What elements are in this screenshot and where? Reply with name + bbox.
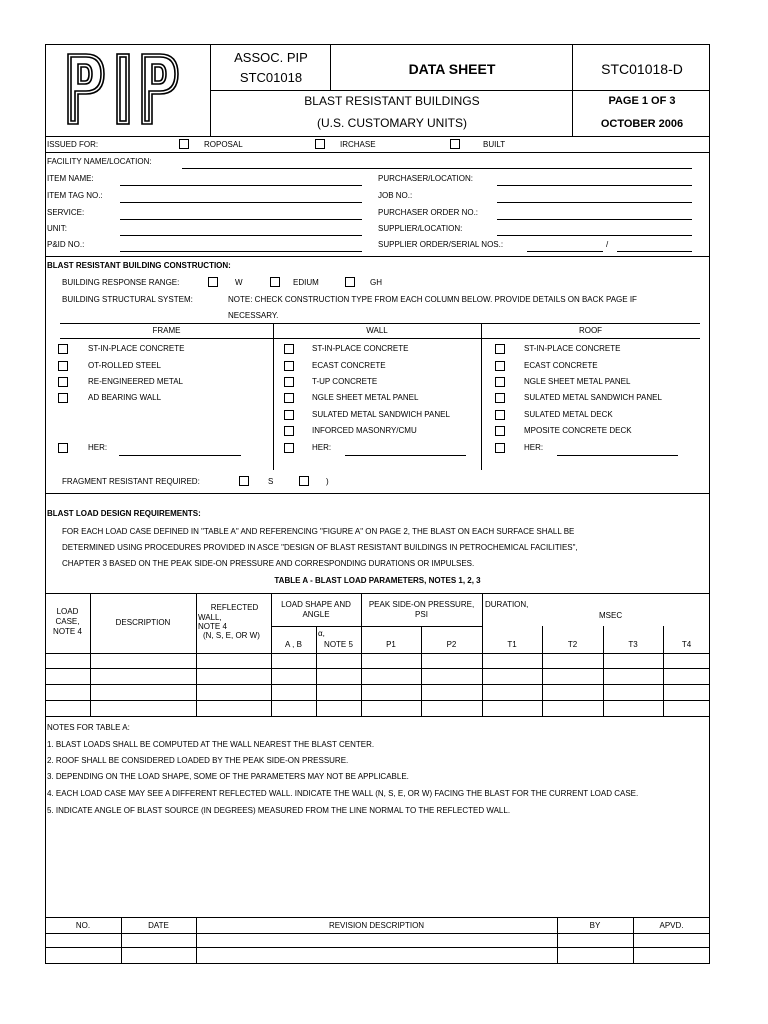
- wall-checkbox-6[interactable]: [284, 426, 294, 436]
- item-tag-input[interactable]: [120, 202, 362, 203]
- load-design-para-2: DETERMINED USING PROCEDURES PROVIDED IN ASCE "DESIGN OF BLAST RESISTANT BUILDINGS IN PETROCHEMICAL FACILITIES",: [62, 543, 578, 552]
- pid-label: P&ID NO.:: [47, 240, 85, 249]
- proposal-label: ROPOSAL: [204, 140, 243, 149]
- roof-title: ROOF: [578, 326, 603, 335]
- unit-label: UNIT:: [47, 224, 67, 233]
- roof-other-label: HER:: [524, 443, 544, 452]
- issue-date: OCTOBER 2006: [600, 118, 684, 130]
- page-number: PAGE 1 OF 3: [608, 95, 676, 107]
- alpha-header: α,: [318, 629, 325, 638]
- purchase-checkbox[interactable]: [315, 139, 325, 149]
- wall-other-label: HER:: [312, 443, 332, 452]
- load-case-header-3: NOTE 4: [53, 627, 82, 636]
- unit-input[interactable]: [120, 235, 362, 236]
- service-input[interactable]: [120, 219, 362, 220]
- roof-item-1: ST-IN-PLACE CONCRETE: [524, 344, 621, 353]
- p1-header: P1: [386, 640, 396, 649]
- note-3: 3. DEPENDING ON THE LOAD SHAPE, SOME OF THE PARAMETERS MAY NOT BE APPLICABLE.: [47, 772, 409, 781]
- wall-checkbox-1[interactable]: [284, 344, 294, 354]
- serial-input-1[interactable]: [527, 251, 603, 252]
- roof-item-3: NGLE SHEET METAL PANEL: [524, 377, 631, 386]
- item-name-input[interactable]: [120, 185, 362, 186]
- construction-note-1: NOTE: CHECK CONSTRUCTION TYPE FROM EACH COLUMN BELOW. PROVIDE DETAILS ON BACK PAGE IF: [228, 295, 637, 304]
- load-design-heading: BLAST LOAD DESIGN REQUIREMENTS:: [47, 509, 201, 518]
- serial-separator: /: [606, 240, 609, 249]
- frame-item-4: AD BEARING WALL: [88, 393, 162, 402]
- frame-checkbox-2[interactable]: [58, 361, 68, 371]
- frame-item-2: OT-ROLLED STEEL: [88, 361, 161, 370]
- wall-checkbox-3[interactable]: [284, 377, 294, 387]
- revision-date-header: DATE: [148, 921, 169, 930]
- fragment-label: FRAGMENT RESISTANT REQUIRED:: [62, 477, 200, 486]
- wall-checkbox-5[interactable]: [284, 410, 294, 420]
- roof-item-6: MPOSITE CONCRETE DECK: [524, 426, 632, 435]
- supplier-input[interactable]: [497, 235, 692, 236]
- range-high-label: GH: [370, 278, 382, 287]
- roof-checkbox-2[interactable]: [495, 361, 505, 371]
- reflected-header-1: REFLECTED: [210, 603, 259, 612]
- doc-number: STC01018-D: [601, 61, 683, 77]
- assoc-doc: STC01018: [239, 70, 303, 85]
- roof-checkbox-4[interactable]: [495, 393, 505, 403]
- subtitle-1: BLAST RESISTANT BUILDINGS: [304, 94, 480, 108]
- fragment-yes-checkbox[interactable]: [239, 476, 249, 486]
- construction-note-2: NECESSARY.: [228, 311, 279, 320]
- assoc-label: ASSOC. PIP: [234, 50, 308, 65]
- reflected-header-3: NOTE 4: [198, 622, 227, 631]
- p2-header: P2: [446, 640, 457, 649]
- peak-pressure-header-2: PSI: [415, 610, 428, 619]
- ab-header: A , B: [285, 640, 302, 649]
- as-built-label: BUILT: [483, 140, 506, 149]
- fragment-yes-label: S: [268, 477, 274, 486]
- purchaser-input[interactable]: [497, 185, 692, 186]
- note-1: 1. BLAST LOADS SHALL BE COMPUTED AT THE WALL NEAREST THE BLAST CENTER.: [47, 740, 375, 749]
- job-no-label: JOB NO.:: [378, 191, 413, 200]
- roof-other-input[interactable]: [557, 455, 678, 456]
- range-medium-checkbox[interactable]: [270, 277, 280, 287]
- peak-pressure-header-1: PEAK SIDE-ON PRESSURE,: [368, 600, 475, 609]
- item-name-label: ITEM NAME:: [47, 174, 94, 183]
- frame-other-input[interactable]: [119, 455, 241, 456]
- serial-label: SUPPLIER ORDER/SERIAL NOS.:: [378, 240, 504, 249]
- purchase-label: IRCHASE: [340, 140, 376, 149]
- range-high-checkbox[interactable]: [345, 277, 355, 287]
- revision-apvd-header: APVD.: [659, 921, 684, 930]
- frame-title: FRAME: [152, 326, 181, 335]
- note-4: 4. EACH LOAD CASE MAY SEE A DIFFERENT REFLECTED WALL. INDICATE THE WALL (N, S, E, OR W) FACING THE BLAST FOR THE CURRENT LOAD CASE.: [47, 789, 639, 798]
- roof-item-5: SULATED METAL DECK: [524, 410, 613, 419]
- notes-title: NOTES FOR TABLE A:: [47, 723, 130, 732]
- revision-description-header: REVISION DESCRIPTION: [328, 921, 425, 930]
- frame-checkbox-4[interactable]: [58, 393, 68, 403]
- wall-other-input[interactable]: [345, 455, 466, 456]
- frame-checkbox-3[interactable]: [58, 377, 68, 387]
- frame-checkbox-1[interactable]: [58, 344, 68, 354]
- pip-logo: [62, 48, 192, 128]
- purchase-order-label: PURCHASER ORDER NO.:: [378, 208, 479, 217]
- fragment-no-label: ): [326, 477, 329, 486]
- pid-input[interactable]: [120, 251, 362, 252]
- purchase-order-input[interactable]: [497, 219, 692, 220]
- frame-other-label: HER:: [88, 443, 108, 452]
- proposal-checkbox[interactable]: [179, 139, 189, 149]
- wall-title: WALL: [366, 326, 388, 335]
- wall-item-1: ST-IN-PLACE CONCRETE: [312, 344, 409, 353]
- roof-checkbox-1[interactable]: [495, 344, 505, 354]
- supplier-label: SUPPLIER/LOCATION:: [378, 224, 463, 233]
- sheet-title: DATA SHEET: [408, 61, 496, 77]
- wall-item-3: T-UP CONCRETE: [312, 377, 378, 386]
- construction-heading: BLAST RESISTANT BUILDING CONSTRUCTION:: [47, 261, 231, 270]
- table-a-title: TABLE A - BLAST LOAD PARAMETERS, NOTES 1, 2, 3: [274, 576, 481, 585]
- note-5: 5. INDICATE ANGLE OF BLAST SOURCE (IN DEGREES) MEASURED FROM THE LINE NORMAL TO THE REFLECTED WALL.: [47, 806, 511, 815]
- roof-other-checkbox[interactable]: [495, 443, 505, 453]
- note-2: 2. ROOF SHALL BE CONSIDERED LOADED BY THE PEAK SIDE-ON PRESSURE.: [47, 756, 349, 765]
- service-label: SERVICE:: [47, 208, 85, 217]
- range-medium-label: EDIUM: [293, 278, 319, 287]
- wall-checkbox-4[interactable]: [284, 393, 294, 403]
- load-design-para-3: CHAPTER 3 BASED ON THE PEAK SIDE-ON PRESSURE AND CORRESPONDING DURATIONS OR IMPULSES.: [62, 559, 475, 568]
- wall-other-checkbox[interactable]: [284, 443, 294, 453]
- response-range-label: BUILDING RESPONSE RANGE:: [62, 278, 180, 287]
- range-low-checkbox[interactable]: [208, 277, 218, 287]
- roof-checkbox-5[interactable]: [495, 410, 505, 420]
- reflected-header-4: (N, S, E, OR W): [203, 631, 260, 640]
- range-low-label: W: [235, 278, 243, 287]
- t1-header: T1: [507, 640, 517, 649]
- t3-header: T3: [628, 640, 638, 649]
- reflected-header-2: WALL,: [198, 613, 222, 622]
- msec-header: MSEC: [599, 611, 623, 620]
- facility-label: FACILITY NAME/LOCATION:: [47, 157, 152, 166]
- purchaser-label: PURCHASER/LOCATION:: [378, 174, 473, 183]
- wall-item-6: INFORCED MASONRY/CMU: [312, 426, 417, 435]
- issued-for-label: ISSUED FOR:: [47, 140, 99, 149]
- t2-header: T2: [567, 640, 578, 649]
- roof-checkbox-3[interactable]: [495, 377, 505, 387]
- frame-item-3: RE-ENGINEERED METAL: [88, 377, 183, 386]
- job-no-input[interactable]: [497, 202, 692, 203]
- load-shape-header-2: ANGLE: [302, 610, 330, 619]
- subtitle-2: (U.S. CUSTOMARY UNITS): [316, 116, 468, 130]
- duration-header: DURATION,: [485, 600, 529, 609]
- structural-system-label: BUILDING STRUCTURAL SYSTEM:: [62, 295, 193, 304]
- item-tag-label: ITEM TAG NO.:: [47, 191, 103, 200]
- facility-input[interactable]: [182, 168, 692, 169]
- frame-other-checkbox[interactable]: [58, 443, 68, 453]
- description-header: DESCRIPTION: [115, 618, 171, 627]
- load-case-header-1: LOAD: [56, 607, 79, 616]
- revision-no-header: NO.: [75, 921, 91, 930]
- roof-checkbox-6[interactable]: [495, 426, 505, 436]
- wall-item-4: NGLE SHEET METAL PANEL: [312, 393, 419, 402]
- wall-checkbox-2[interactable]: [284, 361, 294, 371]
- frame-item-1: ST-IN-PLACE CONCRETE: [88, 344, 185, 353]
- load-design-para-1: FOR EACH LOAD CASE DEFINED IN "TABLE A" AND REFERENCING "FIGURE A" ON PAGE 2, THE BLAST ON EACH SURFACE SHALL BE: [62, 527, 575, 536]
- wall-item-5: SULATED METAL SANDWICH PANEL: [312, 410, 450, 419]
- note5-header: NOTE 5: [324, 640, 353, 649]
- fragment-no-checkbox[interactable]: [299, 476, 309, 486]
- roof-item-4: SULATED METAL SANDWICH PANEL: [524, 393, 662, 402]
- load-case-header-2: CASE,: [55, 617, 80, 626]
- wall-item-2: ECAST CONCRETE: [312, 361, 386, 370]
- as-built-checkbox[interactable]: [450, 139, 460, 149]
- serial-input-2[interactable]: [617, 251, 692, 252]
- revision-by-header: BY: [589, 921, 601, 930]
- load-shape-header-1: LOAD SHAPE AND: [281, 600, 351, 609]
- roof-item-2: ECAST CONCRETE: [524, 361, 598, 370]
- t4-header: T4: [681, 640, 692, 649]
